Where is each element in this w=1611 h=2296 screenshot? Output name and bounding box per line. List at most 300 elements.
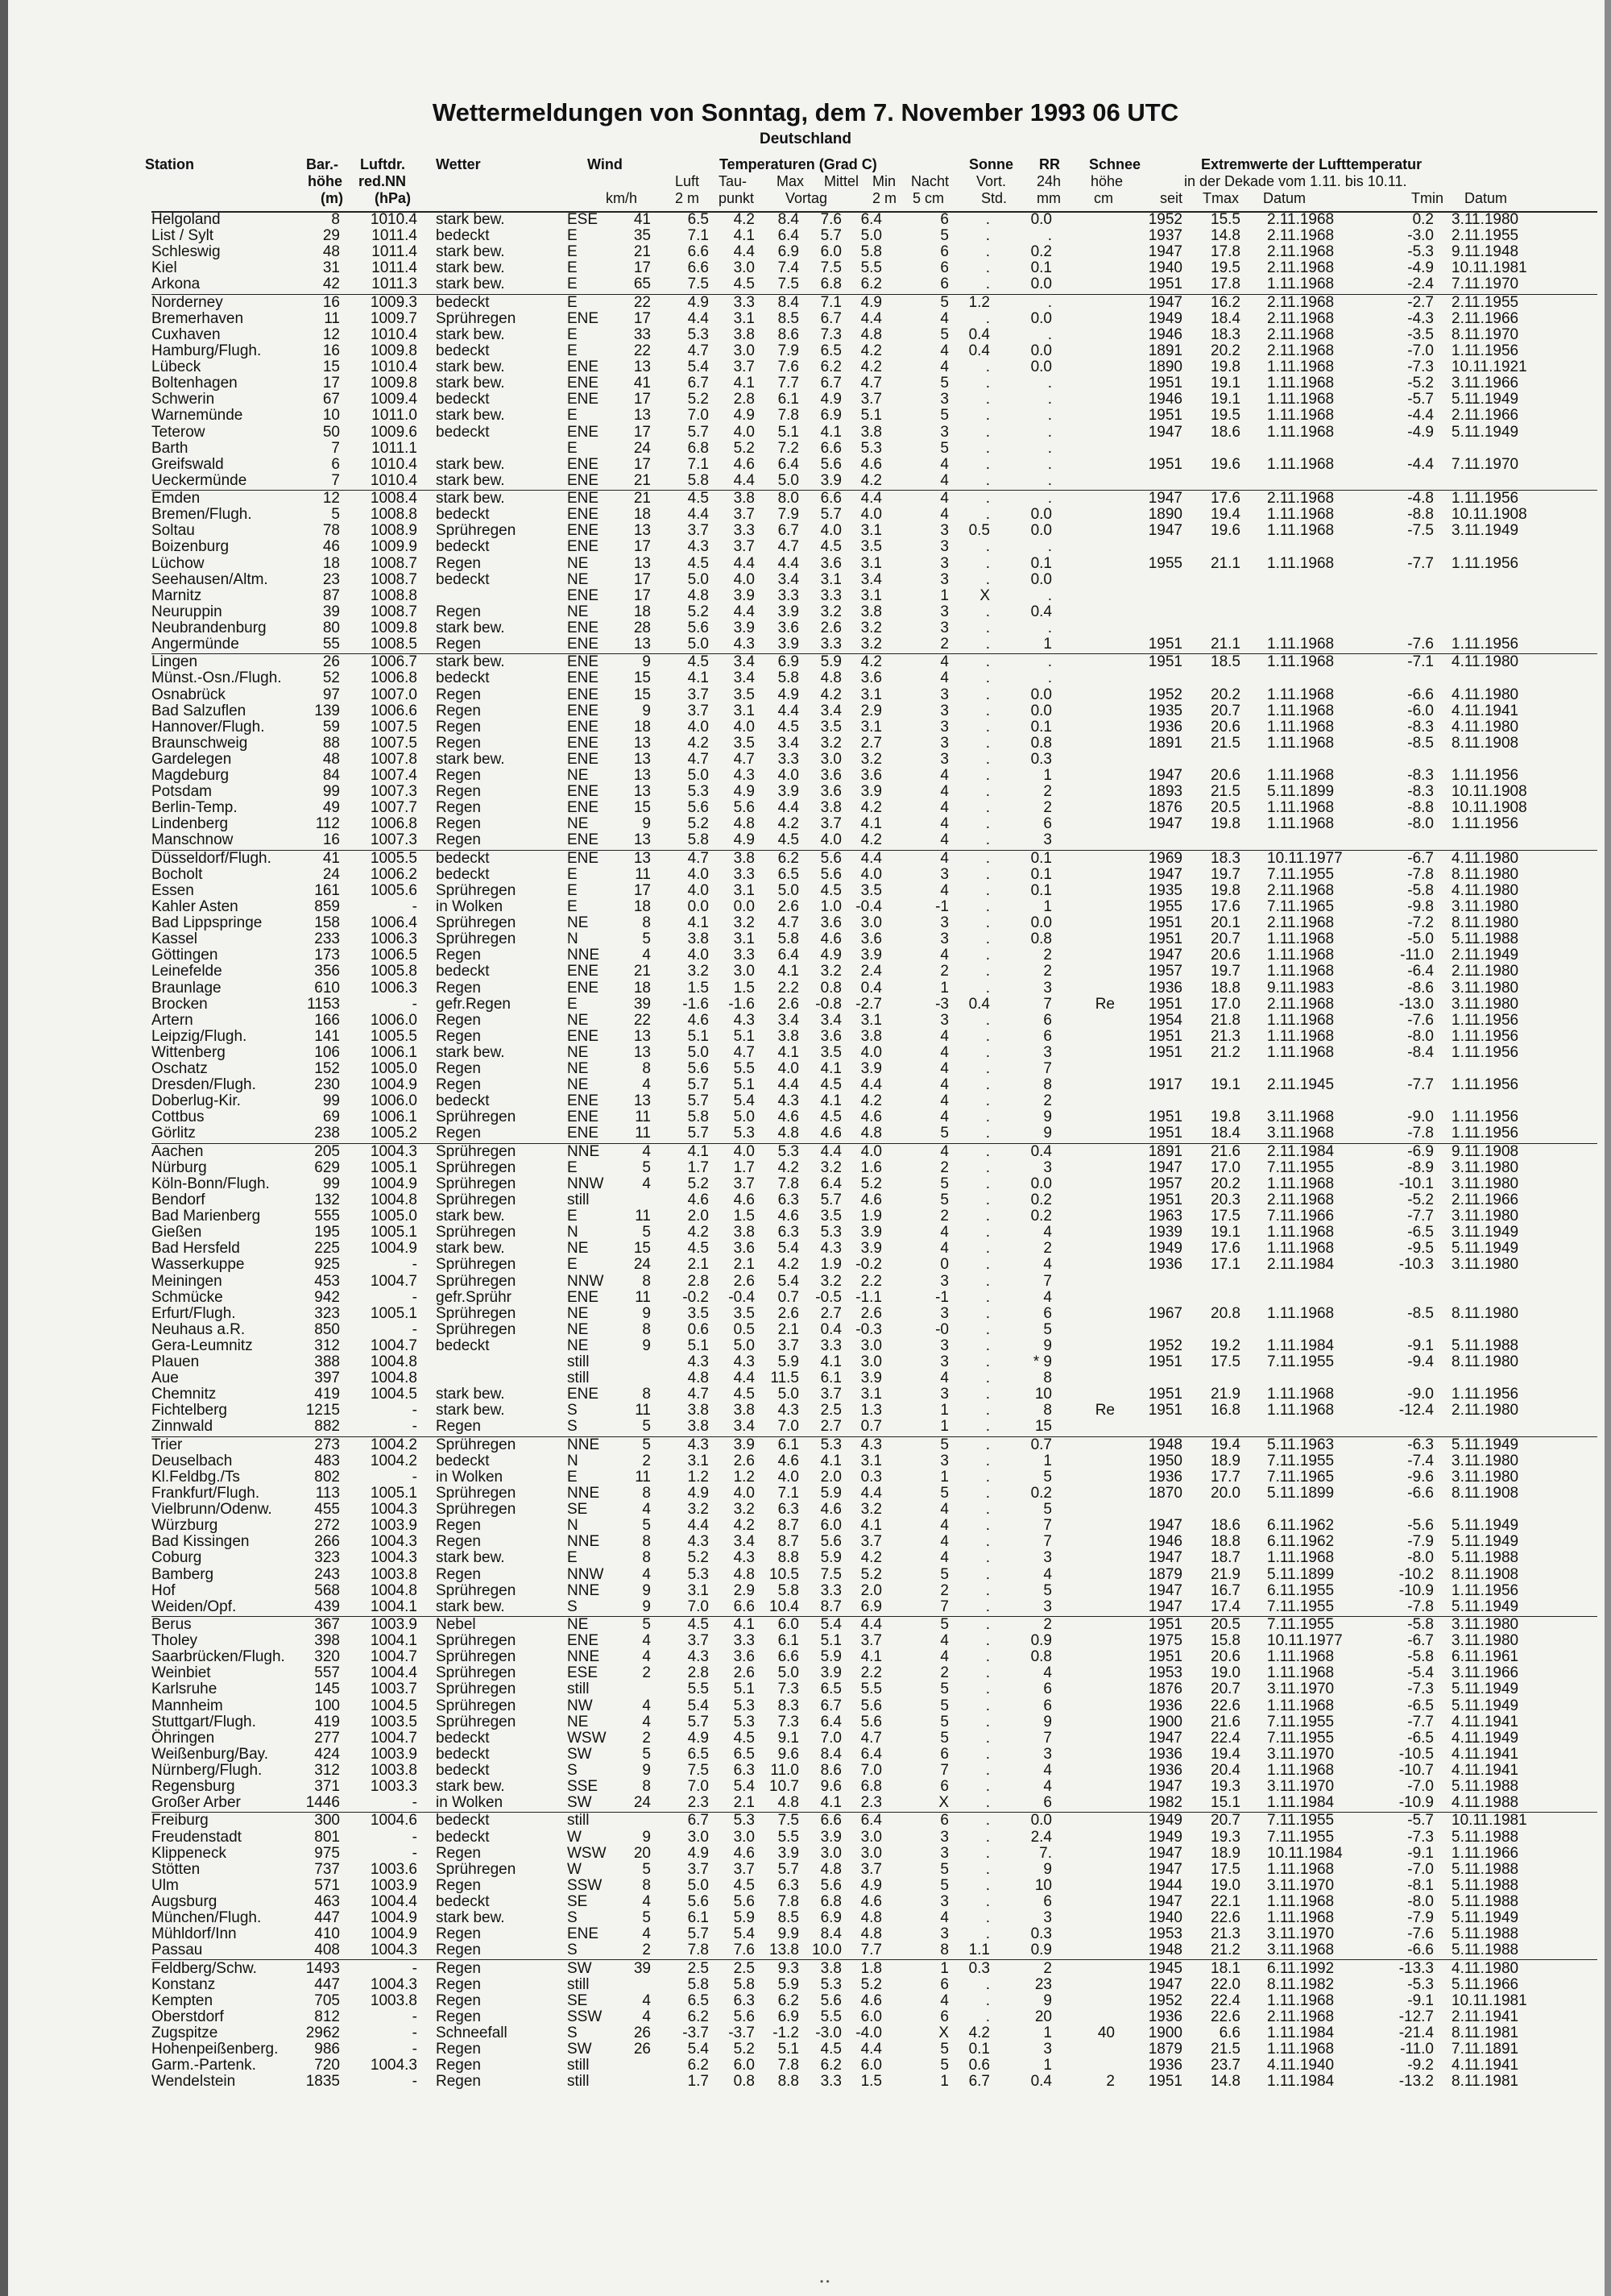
cell-temp-max: -1.2 [772,2024,799,2041]
cell-temp-night: 5 [940,1860,949,1878]
cell-sunshine: . [985,309,990,327]
cell-height: 12 [322,325,340,343]
cell-ext-since: 1957 [1148,963,1182,980]
cell-height: 7 [331,439,340,457]
cell-wind-dir: NE [567,1320,589,1338]
cell-precip: . [1047,407,1052,425]
cell-station: Bad Marienberg [151,1208,261,1225]
cell-ext-tmin-date: 1.11.1956 [1452,1076,1519,1094]
cell-wind-dir: NNE [567,1485,600,1502]
cell-pressure: 1003.9 [370,1745,417,1763]
cell-weather: Regen [436,1533,481,1551]
cell-temp-mean: 4.5 [820,2041,842,2058]
cell-wind-dir: ENE [567,1925,599,1943]
cell-weather: stark bew. [436,1598,505,1615]
cell-pressure: 1004.7 [370,1272,417,1290]
cell-pressure: - [412,1402,417,1419]
cell-temp-mean: -0.5 [815,1288,842,1306]
cell-wind-dir: SE [567,1991,588,2009]
cell-station: Bamberg [151,1565,214,1583]
cell-precip: 3 [1043,1909,1052,1926]
cell-station: Erfurt/Flugh. [151,1304,236,1322]
cell-wind-dir: NE [567,554,589,572]
cell-ext-tmin: -6.7 [1407,849,1434,867]
cell-temp-min: 4.9 [860,293,882,311]
cell-pressure: - [412,2041,417,2058]
cell-wind-dir: ENE [567,1109,599,1126]
cell-pressure: - [412,1418,417,1436]
cell-temp-min: 3.8 [860,603,882,620]
cell-temp-night: 3 [940,619,949,636]
cell-temp-air: 5.2 [687,603,709,620]
cell-ext-since: 1953 [1148,1925,1182,1943]
cell-ext-tmax: 23.7 [1211,2057,1240,2074]
cell-weather: Regen [436,815,481,833]
cell-ext-tmax-date: 2.11.1968 [1267,881,1335,899]
cell-station: Kempten [151,1991,213,2009]
header-station: Station [145,156,194,172]
cell-height: 48 [322,243,340,261]
cell-ext-since: 1955 [1148,898,1182,915]
cell-station: Greifswald [151,455,224,473]
cell-temp-max: 6.5 [777,865,799,883]
cell-precip: . [1047,471,1052,489]
cell-station: Doberlug-Kir. [151,1092,241,1110]
cell-temp-night: X [938,1794,949,1812]
cell-wind-dir: NE [567,1713,589,1730]
cell-weather: Regen [436,636,481,653]
cell-temp-air: 6.5 [687,1745,709,1763]
cell-temp-mean: 5.6 [820,455,842,473]
cell-temp-night: 4 [940,342,949,359]
cell-precip: 3 [1043,1043,1052,1061]
cell-temp-night: 3 [940,522,949,540]
cell-wind-dir: NNW [567,1272,604,1290]
cell-dewpoint: 4.7 [733,1043,755,1061]
cell-temp-max: 8.4 [777,293,799,311]
cell-pressure: 1005.8 [370,963,417,980]
cell-temp-night: 3 [940,1304,949,1322]
cell-temp-night: 5 [940,293,949,311]
cell-temp-max: 8.0 [777,490,799,508]
cell-temp-min: 4.7 [860,1729,882,1747]
cell-dewpoint: 1.2 [733,1468,755,1486]
cell-dewpoint: 3.3 [733,865,755,883]
cell-height: 59 [322,718,340,736]
cell-wind-speed: 15 [633,669,651,687]
cell-sunshine: . [985,750,990,768]
cell-ext-tmin-date: 1.11.1956 [1452,815,1519,833]
cell-temp-night: 1 [940,1418,949,1436]
cell-station: Schwerin [151,391,215,408]
cell-dewpoint: 3.0 [733,1828,755,1846]
cell-ext-tmin: -8.8 [1407,506,1434,524]
cell-temp-air: 4.3 [687,1533,709,1551]
header-luft-a: Luft [675,173,700,189]
cell-temp-air: 5.8 [687,1109,709,1126]
cell-precip: 9 [1043,1991,1052,2009]
cell-ext-tmin-date: 8.11.1908 [1452,1565,1519,1583]
cell-wind-speed: 15 [633,686,651,703]
cell-ext-tmin: -6.5 [1407,1729,1434,1747]
cell-ext-tmax: 18.4 [1211,309,1240,327]
cell-temp-min: 1.3 [860,1402,882,1419]
cell-ext-tmin-date: 8.11.1970 [1452,325,1519,343]
cell-ext-tmax-date: 1.11.1968 [1267,1549,1335,1567]
cell-weather: bedeckt [436,227,490,245]
cell-ext-tmax-date: 2.11.1968 [1267,309,1335,327]
cell-height: 161 [314,881,340,899]
cell-height: 7 [331,471,340,489]
cell-pressure: 1004.9 [370,1076,417,1094]
cell-pressure: 1005.6 [370,881,417,899]
header-min-b: 2 m [872,190,897,206]
cell-wind-speed: 18 [633,898,651,915]
cell-weather: stark bew. [436,1043,505,1061]
cell-temp-night: 3 [940,1011,949,1029]
cell-station: Norderney [151,293,223,311]
cell-precip: 7 [1043,1272,1052,1290]
cell-height: 610 [314,979,340,997]
cell-pressure: 1011.4 [371,227,417,245]
cell-dewpoint: 4.4 [733,1370,755,1387]
cell-temp-air: 6.7 [687,375,709,392]
cell-ext-tmax: 21.2 [1211,1942,1240,1959]
cell-height: 850 [314,1320,340,1338]
cell-dewpoint: 5.6 [733,2008,755,2025]
cell-station: Vielbrunn/Odenw. [151,1501,272,1519]
cell-wind-dir: ENE [567,1632,599,1650]
cell-ext-tmin: -21.4 [1398,2024,1434,2041]
cell-temp-air: 5.7 [687,1092,709,1110]
cell-weather: Regen [436,1125,481,1142]
cell-temp-air: 2.3 [687,1794,709,1812]
cell-precip: 3 [1043,831,1052,849]
cell-ext-since: 1900 [1148,1713,1182,1730]
cell-precip: 10 [1034,1386,1052,1403]
cell-height: 320 [314,1648,340,1666]
cell-temp-min: 4.2 [860,653,882,671]
cell-height: 55 [322,636,340,653]
cell-ext-since: 1957 [1148,1175,1182,1192]
cell-sunshine: . [985,1501,990,1519]
cell-wind-dir: ENE [567,718,599,736]
cell-wind-dir: ENE [567,586,599,604]
cell-height: 97 [322,686,340,703]
cell-precip: 2 [1043,947,1052,964]
cell-ext-tmax: 6.6 [1219,2024,1240,2041]
cell-precip: . [1047,653,1052,671]
cell-dewpoint: 4.9 [733,407,755,425]
cell-sunshine: . [985,391,990,408]
cell-ext-tmax-date: 1.11.1968 [1267,276,1335,293]
cell-height: 925 [314,1256,340,1274]
cell-sunshine: . [985,1175,990,1192]
header-temperatures: Temperaturen (Grad C) [719,156,877,172]
cell-temp-min: -0.3 [855,1320,882,1338]
cell-sunshine: 0.4 [968,995,990,1013]
cell-precip: . [1047,490,1052,508]
cell-height: 69 [322,1109,340,1126]
cell-ext-since: 1947 [1148,1860,1182,1878]
cell-height: 447 [314,1975,340,1993]
cell-pressure: 1008.5 [370,636,417,653]
cell-temp-mean: 6.7 [820,375,842,392]
cell-ext-tmax-date: 7.11.1966 [1267,1208,1335,1225]
cell-ext-since: 1951 [1148,455,1182,473]
cell-temp-mean: 3.9 [820,471,842,489]
cell-ext-since: 1947 [1148,423,1182,441]
cell-temp-air: 4.9 [687,1485,709,1502]
cell-weather: Sprühregen [436,1224,516,1241]
cell-ext-tmin: -7.7 [1407,1713,1434,1730]
cell-temp-night: 4 [940,669,949,687]
cell-ext-tmin: -8.0 [1407,1892,1434,1910]
cell-precip: 6 [1043,1304,1052,1322]
cell-ext-tmax: 20.3 [1211,1192,1240,1208]
cell-temp-air: 6.6 [687,259,709,277]
cell-wind-speed: 13 [633,522,651,540]
cell-temp-night: 4 [940,1501,949,1519]
cell-temp-max: 7.6 [777,358,799,376]
cell-temp-min: 3.1 [860,686,882,703]
header-seit: seit [1160,190,1183,206]
cell-ext-tmin-date: 2.11.1966 [1452,407,1519,425]
cell-sunshine: . [985,1370,990,1387]
cell-sunshine: . [985,718,990,736]
cell-wind-dir: NW [567,1697,593,1714]
cell-ext-tmin: -10.9 [1398,1581,1434,1599]
cell-ext-tmin-date: 6.11.1961 [1452,1648,1519,1666]
cell-weather: Sprühregen [436,1713,516,1730]
header-luftdr-2: red.NN [358,173,407,189]
cell-temp-night: 5 [940,375,949,392]
cell-temp-mean: 4.1 [820,1794,842,1812]
cell-temp-air: 5.5 [687,1681,709,1698]
cell-temp-air: 6.5 [687,211,709,228]
cell-ext-tmin-date: 1.11.1956 [1452,1109,1519,1126]
cell-temp-night: 3 [940,718,949,736]
cell-precip: 7 [1043,1729,1052,1747]
cell-temp-night: 6 [940,1778,949,1795]
cell-ext-tmin-date: 8.11.1908 [1452,734,1519,752]
cell-ext-since: 1947 [1148,1158,1182,1176]
cell-wind-dir: NE [567,1060,589,1077]
cell-temp-max: 4.2 [777,1158,799,1176]
cell-temp-max: 8.5 [777,309,799,327]
cell-temp-air: 3.7 [687,686,709,703]
cell-temp-min: -0.4 [855,898,882,915]
cell-temp-air: 5.8 [687,471,709,489]
cell-wind-dir: still [567,2073,590,2091]
cell-ext-tmax: 18.3 [1211,849,1240,867]
cell-temp-mean: 9.6 [820,1778,842,1795]
cell-sunshine: 0.5 [968,522,990,540]
cell-dewpoint: 4.0 [733,718,755,736]
cell-temp-max: 3.6 [777,619,799,636]
cell-pressure: 1007.3 [370,831,417,849]
cell-precip: 10 [1034,1876,1052,1894]
cell-wind-dir: N [567,930,578,948]
cell-weather: bedeckt [436,506,490,524]
cell-temp-night: 5 [940,1729,949,1747]
cell-ext-tmin-date: 5.11.1949 [1452,391,1519,408]
cell-temp-max: 5.4 [777,1272,799,1290]
cell-temp-min: 3.1 [860,554,882,572]
cell-ext-tmin-date: 4.11.1949 [1452,1729,1519,1747]
header-sonne-2: Vort. [976,173,1007,189]
cell-ext-since: 1947 [1148,865,1182,883]
cell-dewpoint: 5.1 [733,1027,755,1045]
cell-temp-min: 4.6 [860,1991,882,2009]
cell-dewpoint: 7.6 [733,1942,755,1959]
cell-temp-night: 5 [940,1565,949,1583]
cell-wind-dir: ENE [567,538,599,556]
cell-ext-since: 1951 [1148,1043,1182,1061]
cell-pressure: 1008.7 [370,570,417,588]
cell-dewpoint: 3.3 [733,293,755,311]
cell-precip: 4 [1043,1761,1052,1779]
cell-wind-speed: 41 [633,375,651,392]
cell-ext-since: 1952 [1148,686,1182,703]
cell-ext-since: 1947 [1148,1549,1182,1567]
cell-pressure: 1008.9 [370,522,417,540]
cell-ext-tmax-date: 2.11.1968 [1267,293,1335,311]
cell-ext-tmax-date: 1.11.1968 [1267,702,1335,719]
cell-precip: 0.0 [1030,702,1052,719]
cell-temp-max: 4.0 [777,1468,799,1486]
cell-temp-mean: 6.4 [820,1175,842,1192]
cell-temp-mean: 4.9 [820,947,842,964]
cell-ext-tmin-date: 5.11.1988 [1452,1860,1519,1878]
cell-dewpoint: 4.0 [733,570,755,588]
cell-height: 568 [314,1581,340,1599]
cell-precip: 2.4 [1030,1828,1052,1846]
cell-temp-max: 9.3 [777,1959,799,1977]
cell-wind-dir: NNE [567,1648,600,1666]
cell-ext-since: 1879 [1148,1565,1182,1583]
cell-precip: 0.0 [1030,914,1052,932]
cell-temp-min: 3.5 [860,538,882,556]
cell-sunshine: . [985,898,990,915]
cell-pressure: 1011.4 [371,259,417,277]
cell-temp-mean: 3.5 [820,1043,842,1061]
cell-station: Barth [151,439,188,457]
cell-ext-tmax: 20.0 [1211,1485,1240,1502]
cell-ext-tmax: 16.8 [1211,1402,1240,1419]
cell-pressure: 1010.4 [370,358,417,376]
cell-temp-night: 3 [940,391,949,408]
cell-weather: Regen [436,1060,481,1077]
cell-temp-min: 4.4 [860,1485,882,1502]
cell-weather: bedeckt [436,669,490,687]
cell-station: Würzburg [151,1517,218,1535]
cell-temp-night: 4 [940,1549,949,1567]
cell-temp-night: 6 [940,1745,949,1763]
cell-ext-since: 1982 [1148,1794,1182,1812]
header-nacht-b: 5 cm [913,190,945,206]
cell-station: Münst.-Osn./Flugh. [151,669,282,687]
cell-wind-speed: 8 [642,1533,651,1551]
cell-station: Ueckermünde [151,471,247,489]
cell-height: 812 [314,2008,340,2025]
cell-ext-tmin: -6.5 [1407,1224,1434,1241]
cell-ext-tmax: 20.2 [1211,1175,1240,1192]
cell-ext-tmin-date: 4.11.1941 [1452,1745,1519,1763]
cell-height: 31 [322,259,340,277]
cell-temp-night: 4 [940,1533,949,1551]
cell-ext-tmax-date: 1.11.1968 [1267,455,1335,473]
cell-temp-max: 4.0 [777,1060,799,1077]
cell-weather: Regen [436,2073,481,2091]
cell-temp-max: 2.6 [777,1304,799,1322]
cell-station: Bremerhaven [151,309,244,327]
cell-ext-tmax-date: 10.11.1977 [1267,1632,1343,1650]
cell-temp-min: 6.8 [860,1778,882,1795]
cell-height: 139 [314,702,340,719]
cell-ext-tmin: -7.2 [1407,914,1434,932]
cell-temp-min: 4.0 [860,865,882,883]
cell-temp-night: 4 [940,1240,949,1258]
cell-dewpoint: 3.9 [733,1436,755,1453]
cell-wind-speed: 24 [633,1256,651,1274]
cell-ext-tmax: 22.0 [1211,1975,1240,1993]
cell-temp-air: 3.8 [687,1418,709,1436]
cell-station: Bocholt [151,865,203,883]
cell-temp-mean: 3.7 [820,1386,842,1403]
cell-precip: 9 [1043,1860,1052,1878]
cell-wind-dir: ENE [567,734,599,752]
cell-ext-tmin: -8.5 [1407,734,1434,752]
cell-temp-mean: 6.7 [820,1697,842,1714]
cell-temp-air: 5.3 [687,325,709,343]
cell-pressure: 1005.1 [370,1224,417,1241]
cell-precip: 4 [1043,1664,1052,1682]
cell-height: 132 [314,1192,340,1208]
cell-weather: stark bew. [436,358,505,376]
cell-ext-tmin: -7.1 [1407,653,1434,671]
cell-ext-tmin-date: 3.11.1980 [1452,1632,1519,1650]
cell-sunshine: . [985,1991,990,2009]
cell-temp-min: 3.1 [860,718,882,736]
cell-temp-air: 1.2 [687,1468,709,1486]
cell-wind-speed: 5 [642,1158,651,1176]
cell-temp-max: 8.3 [777,1697,799,1714]
cell-precip: 0.9 [1030,1632,1052,1650]
cell-ext-since: 1949 [1148,1240,1182,1258]
cell-height: 398 [314,1632,340,1650]
cell-precip: 4 [1043,1778,1052,1795]
cell-temp-min: 7.0 [860,1761,882,1779]
cell-sunshine: . [985,1975,990,1993]
cell-precip: 0.1 [1030,554,1052,572]
cell-temp-max: 6.2 [777,1991,799,2009]
cell-height: 15 [322,358,340,376]
cell-sunshine: . [985,865,990,883]
cell-ext-since: 1936 [1148,1256,1182,1274]
cell-dewpoint: 3.2 [733,914,755,932]
cell-wind-speed: 17 [633,538,651,556]
cell-sunshine: . [985,1158,990,1176]
cell-dewpoint: 5.0 [733,1337,755,1354]
cell-ext-since: 1969 [1148,849,1182,867]
cell-ext-tmin: -10.3 [1398,1256,1434,1274]
cell-sunshine: 0.3 [968,1959,990,1977]
cell-temp-mean: 1.9 [820,1256,842,1274]
cell-pressure: 1008.7 [370,603,417,620]
cell-ext-tmax: 19.1 [1211,375,1240,392]
cell-weather: Regen [436,783,481,801]
